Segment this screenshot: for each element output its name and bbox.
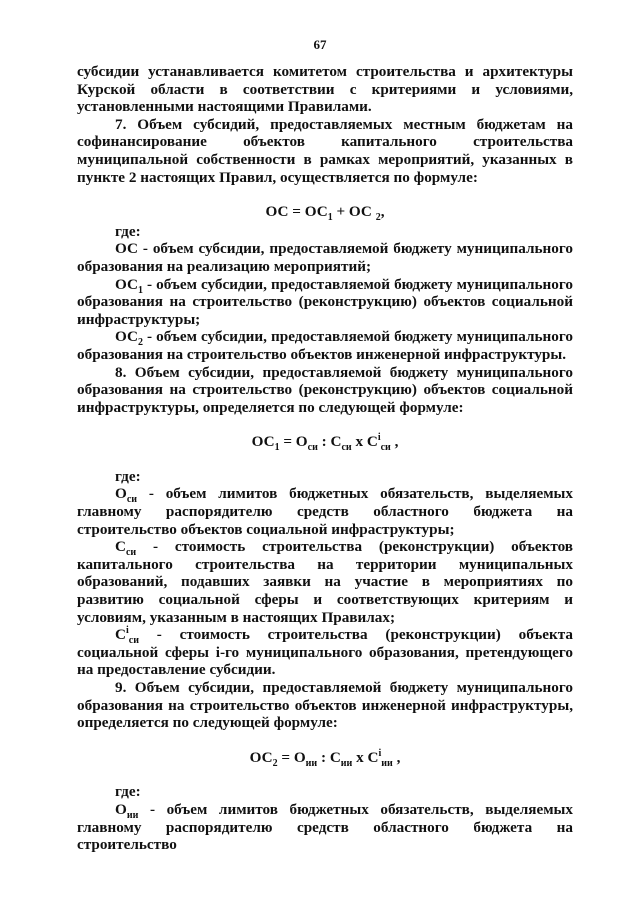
paragraph-7: 7. Объем субсидий, предоставляемых местным бюджетам на софинансирование объектов капитального строительства муниципальной собственности в рамках мероприятий, указанных в пункте 2 настоящих Правил, осуществляется по формуле: <box>77 115 573 186</box>
where-label-2: где: <box>115 467 141 485</box>
formula-1: ОС = $ОС_1$ + ОС $_2$, <box>265 203 385 224</box>
definition-oii: $О_{ии}$ - объем лимитов бюджетных обязательств, выделяемых главному распорядителю средств областного бюджета на строительство <box>77 800 573 854</box>
definition-csi: $С_{си}$ - стоимость строительства (реконструкции) объектов капитального строительства на территории муниципальных образований, подавших заявки на участие в мероприятиях по развитию социальной сферы и соответствующих критериям и условиям, указанным в настоящих Правилах; <box>77 538 573 626</box>
definition-oc2: $ОС_2$ - объем субсидии, предоставляемой бюджету муниципального образования на строительство объектов инженерной инфраструктуры. <box>77 328 573 363</box>
paragraph-9: 9. Объем субсидии, предоставляемой бюджету муниципального образования на строительство объектов инженерной инфраструктуры, определяется по следующей формуле: <box>77 679 573 732</box>
definition-ci-si: $С^i_{си}$ - стоимость строительства (реконструкции) объекта социальной сферы i-го муниципального образования, претендующего на предоставление субсидии. <box>77 625 573 679</box>
paragraph-8: 8. Объем субсидии, предоставляемой бюджету муниципального образования на строительство (реконструкцию) объектов социальной инфраструктуры, определяется по следующей формуле: <box>77 363 573 416</box>
document-body <box>77 63 573 854</box>
where-label-1: где: <box>115 222 141 240</box>
definition-oc1: $ОС_1$ - объем субсидии, предоставляемой бюджету муниципального образования на строительство (реконструкцию) объектов социальной инфраструктуры; <box>77 275 573 328</box>
page-number: 67 <box>313 37 327 52</box>
formula-2: $ОС_1 = О_{си}$ : $С_{си}$ х $С^i_{си}$ , <box>251 432 399 454</box>
definition-osi: $О_{си}$ - объем лимитов бюджетных обязательств, выделяемых главному распорядителю средств областного бюджета на строительство объектов социальной инфраструктуры; <box>77 485 573 538</box>
definition-oc: ОС - объем субсидии, предоставляемой бюджету муниципального образования на реализацию мероприятий; <box>77 240 573 275</box>
formula-3: $ОС_2 = О_{ии}$ : $С_{ии}$ х $С^i_{ии}$ , <box>249 747 401 769</box>
where-label-3: где: <box>115 783 141 801</box>
paragraph-intro: субсидии устанавливается комитетом строительства и архитектуры Курской области в соответствии с критериями и условиями, установленными настоящими Правилами. <box>77 63 573 116</box>
